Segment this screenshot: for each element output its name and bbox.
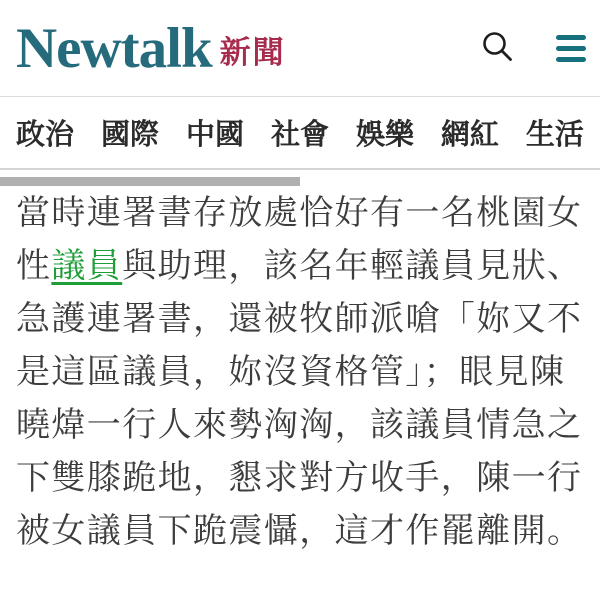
article-inline-link[interactable]: 議員 [51, 247, 123, 285]
article-body [0, 187, 600, 558]
search-button[interactable] [481, 30, 515, 67]
search-icon [481, 30, 515, 64]
nav-item-influencer[interactable]: 網紅 [440, 119, 499, 151]
nav-item-society[interactable]: 社會 [270, 119, 329, 151]
article-text-after: 與助理，該名年輕議員見狀、急護連署書，還被牧師派嗆「妳又不是這區議員，妳沒資格管」；眼見陳曉煒一行人來勢洶洶，該議員情急之下雙膝跪地，懇求對方收手，陳一行被女議員下跪震懾，這才作罷離開。 [16, 247, 583, 550]
nav-item-lifestyle[interactable]: 生活 [525, 119, 584, 151]
reading-progress-track [0, 177, 600, 186]
brand-suffix-label: 新聞 [219, 34, 286, 70]
menu-button[interactable] [556, 35, 586, 62]
reading-progress-bar [0, 177, 300, 186]
brand-logo[interactable] [16, 16, 286, 80]
site-header [0, 0, 600, 97]
article-paragraph [16, 187, 584, 558]
category-nav [0, 97, 600, 170]
nav-item-international[interactable]: 國際 [100, 119, 159, 151]
nav-item-china[interactable]: 中國 [185, 119, 244, 151]
brand-wordmark: Newtalk [16, 16, 212, 80]
hamburger-menu-icon [556, 35, 586, 62]
nav-item-politics[interactable]: 政治 [16, 119, 75, 151]
article-text-before: 當時連署書存放處恰好有一名桃園女性 [16, 194, 583, 285]
nav-item-entertainment[interactable]: 娛樂 [355, 119, 414, 151]
